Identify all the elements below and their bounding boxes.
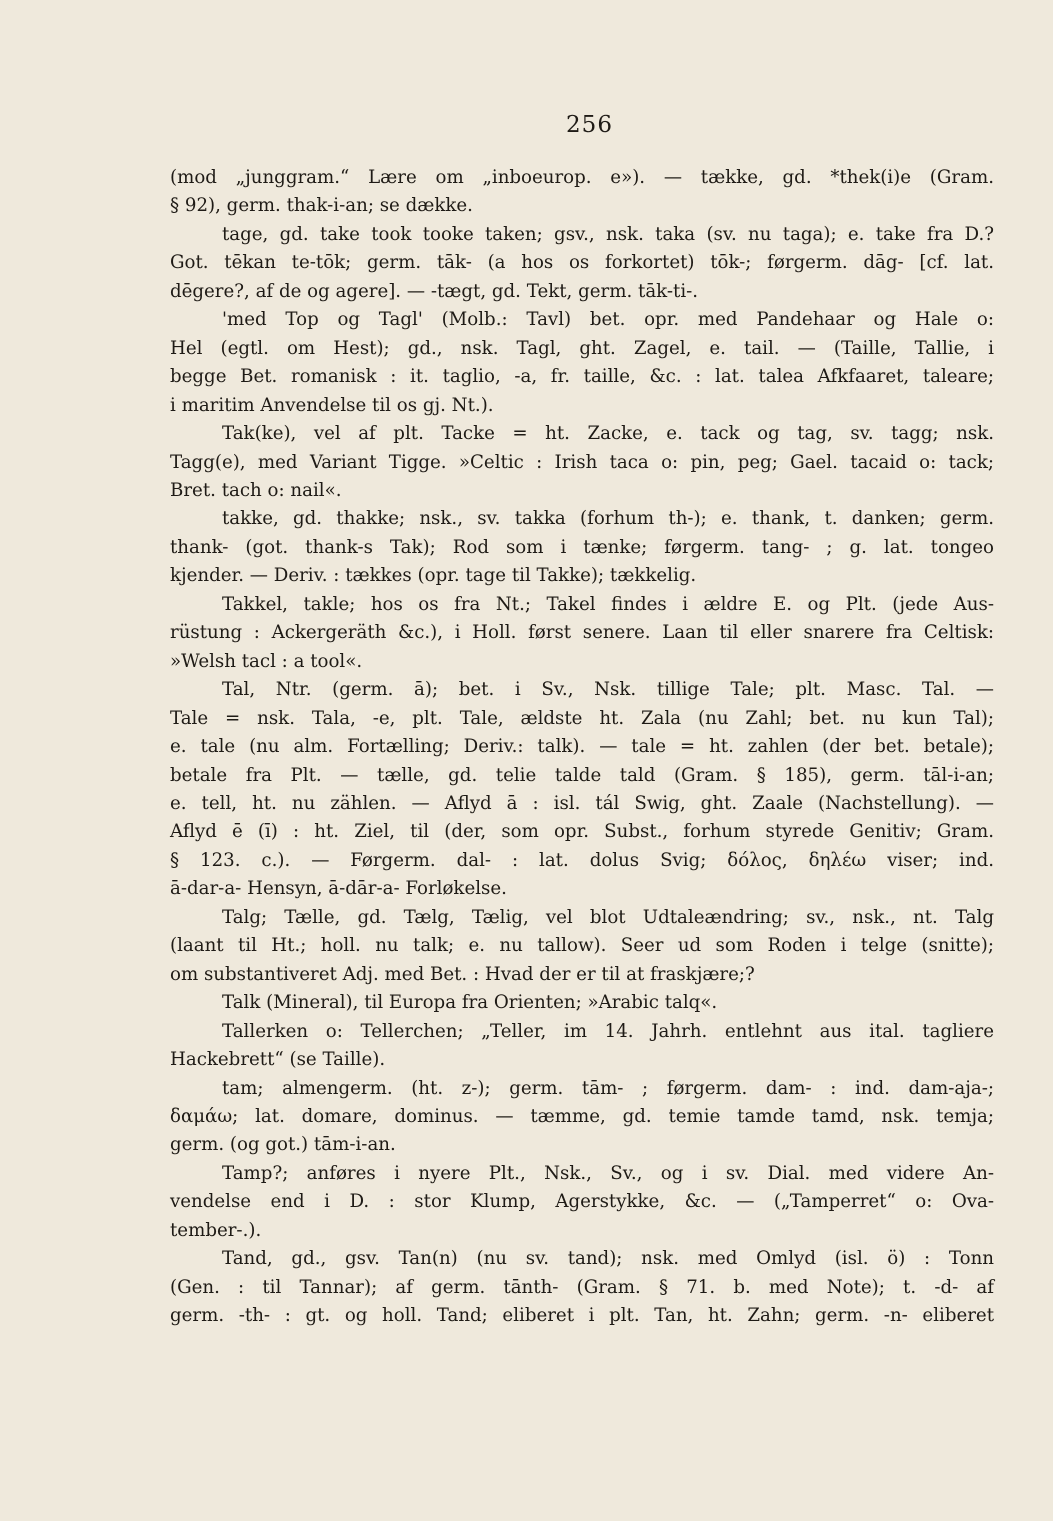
text-line: tember-.). <box>170 1219 262 1241</box>
text-body <box>170 164 995 1331</box>
text-line: dēgere?, af de og agere]. — -tægt, gd. Tekt, germ. tāk-ti-. <box>170 280 699 302</box>
text-line: tage, gd. take took tooke taken; gsv., nsk. taka (sv. nu taga); e. take fra D.? <box>222 223 994 245</box>
text-line: Tal, Ntr. (germ. ā); bet. i Sv., Nsk. tillige Tale; plt. Masc. Tal. — <box>222 679 994 701</box>
text-line: Aflyd ē (ī) : ht. Ziel, til (der, som opr. Subst., forhum styrede Genitiv; Gram. <box>170 821 994 843</box>
text-line: Tamp?; anføres i nyere Plt., Nsk., Sv., og i sv. Dial. med videre An- <box>222 1162 994 1184</box>
text-line: Tale = nsk. Tala, -e, plt. Tale, ældste ht. Zala (nu Zahl; bet. nu kun Tal); <box>170 707 994 729</box>
text-line: (Gen. : til Tannar); af germ. tānth- (Gram. § 71. b. med Note); t. -d- af <box>170 1276 994 1298</box>
text-line: e. tale (nu alm. Fortælling; Deriv.: talk). — tale = ht. zahlen (der bet. betale); <box>170 736 994 758</box>
text-line: »Welsh tacl : a tool«. <box>170 650 363 672</box>
text-line: Hackebrett“ (se Taille). <box>170 1049 386 1071</box>
text-line: 'med Top og Tagl' (Molb.: Tavl) bet. opr. med Pandehaar og Hale o: <box>222 309 994 331</box>
text-line: germ. (og got.) tām-i-an. <box>170 1134 396 1156</box>
text-line: Bret. tach o: nail«. <box>170 479 342 501</box>
text-line: i maritim Anvendelse til os gj. Nt.). <box>170 394 494 416</box>
text-line: tam; almengerm. (ht. z-); germ. tām- ; førgerm. dam- : ind. dam-aja-; <box>222 1077 994 1099</box>
text-line: takke, gd. thakke; nsk., sv. takka (forhum th-); e. thank, t. danken; germ. <box>222 508 994 530</box>
text-line: begge Bet. romanisk : it. taglio, -a, fr. taille, &c. : lat. talea Afkfaaret, taleare; <box>170 366 994 388</box>
text-line: kjender. — Deriv. : tækkes (opr. tage til Takke); tækkelig. <box>170 565 697 587</box>
text-line: thank- (got. thank-s Tak); Rod som i tænke; førgerm. tang- ; g. lat. tongeo <box>170 536 994 558</box>
text-line: rüstung : Ackergeräth &c.), i Holl. først senere. Laan til eller snarere fra Celtisk: <box>170 622 994 644</box>
text-line: vendelse end i D. : stor Klump, Agerstykke, &c. — („Tamperret“ o: Ova- <box>170 1191 994 1213</box>
text-line: δαμάω; lat. domare, dominus. — tæmme, gd. temie tamde tamd, nsk. temja; <box>170 1105 994 1127</box>
text-line: Tand, gd., gsv. Tan(n) (nu sv. tand); nsk. med Omlyd (isl. ö) : Tonn <box>222 1248 994 1270</box>
text-line: Tagg(e), med Variant Tigge. »Celtic : Irish taca o: pin, peg; Gael. tacaid o: tack; <box>170 451 994 473</box>
text-line: ā-dar-a- Hensyn, ā-dār-a- Forløkelse. <box>170 878 507 900</box>
page-number: 256 <box>566 112 613 138</box>
text-line: betale fra Plt. — tælle, gd. telie talde tald (Gram. § 185), germ. tāl-i-an; <box>170 764 994 786</box>
text-line: om substantiveret Adj. med Bet. : Hvad der er til at fraskjære;? <box>170 963 755 985</box>
text-line: germ. -th- : gt. og holl. Tand; eliberet i plt. Tan, ht. Zahn; germ. -n- eliberet <box>170 1305 994 1327</box>
text-line: Got. tēkan te-tōk; germ. tāk- (a hos os forkortet) tōk-; førgerm. dāg- [cf. lat. <box>170 252 994 274</box>
text-line: § 123. c.). — Førgerm. dal- : lat. dolus Svig; δόλος, δηλέω viser; ind. <box>170 849 994 871</box>
text-line: Talg; Tælle, gd. Tælg, Tælig, vel blot Udtaleændring; sv., nsk., nt. Talg <box>222 906 994 928</box>
text-line: Tallerken o: Tellerchen; „Teller, im 14. Jahrh. entlehnt aus ital. tagliere <box>222 1020 994 1042</box>
text-line: Takkel, takle; hos os fra Nt.; Takel findes i ældre E. og Plt. (jede Aus- <box>222 593 994 615</box>
text-line: (mod „junggram.“ Lære om „inboeurop. e»). — tække, gd. *thek(i)e (Gram. <box>170 167 994 188</box>
text-line: e. tell, ht. nu zählen. — Aflyd ā : isl. tál Swig, ght. Zaale (Nachstellung). — <box>170 792 994 814</box>
text-line: § 92), germ. thak-i-an; se dække. <box>170 195 473 217</box>
text-line: Tak(ke), vel af plt. Tacke = ht. Zacke, e. tack og tag, sv. tagg; nsk. <box>222 423 994 445</box>
text-line: Talk (Mineral), til Europa fra Orienten; »Arabic talq«. <box>222 992 718 1014</box>
text-line: (laant til Ht.; holl. nu talk; e. nu tallow). Seer ud som Roden i telge (snitte); <box>170 935 994 957</box>
text-line: Hel (egtl. om Hest); gd., nsk. Tagl, ght. Zagel, e. tail. — (Taille, Tallie, i <box>170 337 994 359</box>
